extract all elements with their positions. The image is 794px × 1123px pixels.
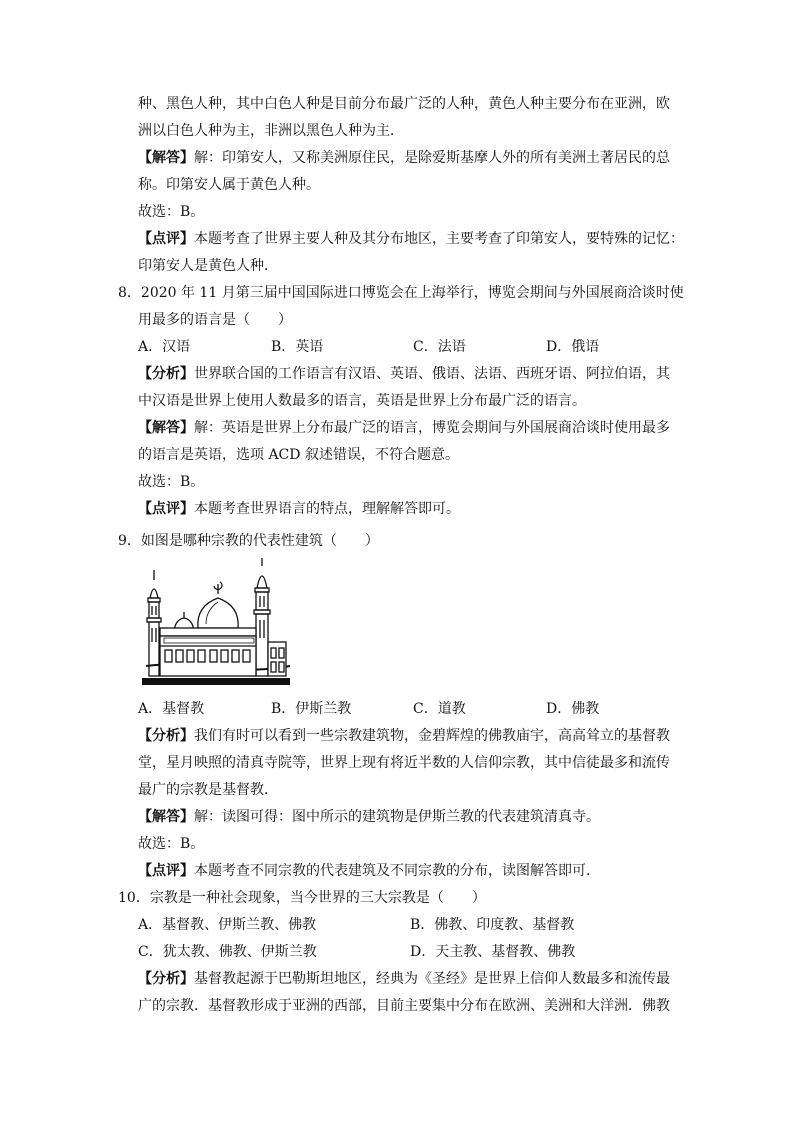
options-row: [138, 912, 698, 939]
option-b: B．佛教、印度教、基督教: [410, 917, 575, 933]
fenxi-text: 我们有时可以看到一些宗教建筑物，金碧辉煌的佛教庙宇，高高耸立的基督教: [194, 728, 670, 744]
text-line: 中汉语是世界上使用人数最多的语言，英语是世界上分布最广泛的语言。: [138, 393, 586, 409]
option-a: A．基督教、伊斯兰教、佛教: [138, 917, 317, 933]
q7-dianping-line: [138, 226, 684, 253]
jieda-text: 解：英语是世界上分布最广泛的语言，博览会期间与外国展商洽谈时使用最多: [194, 420, 670, 436]
q10-fenxi-line: [138, 966, 670, 993]
q9-fenxi-line: [138, 723, 670, 750]
answer-line: 故选：B。: [138, 204, 205, 220]
question-stem: 用最多的语言是（ ）: [138, 312, 292, 328]
fenxi-tag: 【分析】: [138, 971, 194, 987]
options-row: [138, 334, 698, 361]
q8-dianping-line: [138, 496, 460, 523]
jieda-tag: 【解答】: [138, 809, 194, 825]
q8-fenxi-line: [138, 361, 670, 388]
option-b: B．伊斯兰教: [271, 701, 352, 717]
jieda-text: 解：读图可得：图中所示的建筑物是伊斯兰教的代表建筑清真寺。: [194, 809, 600, 825]
option-d: D．俄语: [546, 339, 600, 355]
fenxi-text: 基督教起源于巴勒斯坦地区，经典为《圣经》是世界上信仰人数最多和流传最: [194, 971, 670, 987]
jieda-tag: 【解答】: [138, 420, 194, 436]
question-stem: 8．2020 年 11 月第三届中国国际进口博览会在上海举行，博览会期间与外国展商洽谈时使: [118, 285, 684, 301]
fenxi-text: 世界联合国的工作语言有汉语、英语、俄语、法语、西班牙语、阿拉伯语，其: [194, 366, 670, 382]
option-c: C．犹太教、佛教、伊斯兰教: [138, 944, 317, 960]
answer-line: 故选：B。: [138, 836, 205, 852]
option-d: D．天主教、基督教、佛教: [410, 944, 576, 960]
question-stem: 9．如图是哪种宗教的代表性建筑（ ）: [118, 533, 379, 549]
text-line: 印第安人是黄色人种．: [138, 258, 278, 274]
q8-jieda-line: [138, 415, 670, 442]
dianping-tag: 【点评】: [138, 231, 194, 247]
text-line: 种、黑色人种，其中白色人种是目前分布最广泛的人种，黄色人种主要分布在亚洲，欧: [138, 96, 670, 112]
options-row: [138, 939, 698, 966]
option-c: C．道教: [413, 701, 466, 717]
answer-line: 故选：B。: [138, 474, 205, 490]
option-b: B．英语: [271, 339, 324, 355]
option-c: C．法语: [413, 339, 466, 355]
jieda-text: 解：印第安人，又称美洲原住民，是除爱斯基摩人外的所有美洲土著居民的总: [194, 150, 670, 166]
text-line: 堂，星月映照的清真寺院等，世界上现有将近半数的人信仰宗教，其中信徒最多和流传: [138, 755, 670, 771]
question-stem: 10．宗教是一种社会现象，当今世界的三大宗教是（ ）: [118, 890, 486, 906]
dianping-text: 本题考查了世界主要人种及其分布地区，主要考查了印第安人，要特殊的记忆：: [194, 231, 684, 247]
dianping-text: 本题考查世界语言的特点，理解解答即可。: [194, 501, 460, 517]
q9-jieda-line: [138, 804, 600, 831]
q7-jieda-line: [138, 145, 670, 172]
text-line: 称。印第安人属于黄色人种。: [138, 177, 320, 193]
mosque-drawing-icon: [140, 558, 292, 688]
text-line: 的语言是英语，选项 ACD 叙述错误，不符合题意。: [138, 447, 459, 463]
option-a: A．汉语: [138, 339, 191, 355]
option-d: D．佛教: [546, 701, 600, 717]
dianping-tag: 【点评】: [138, 863, 194, 879]
jieda-tag: 【解答】: [138, 150, 194, 166]
text-line: 最广的宗教是基督教．: [138, 782, 278, 798]
dianping-text: 本题考查不同宗教的代表建筑及不同宗教的分布，读图解答即可．: [194, 863, 600, 879]
option-a: A．基督教: [138, 701, 205, 717]
fenxi-tag: 【分析】: [138, 366, 194, 382]
text-line: 洲以白色人种为主，非洲以黑色人种为主．: [138, 123, 404, 139]
fenxi-tag: 【分析】: [138, 728, 194, 744]
dianping-tag: 【点评】: [138, 501, 194, 517]
q9-dianping-line: [138, 858, 600, 885]
text-line: 广的宗教．基督教形成于亚洲的西部，目前主要集中分布在欧洲、美洲和大洋洲．佛教: [138, 998, 670, 1014]
options-row: [138, 696, 698, 723]
